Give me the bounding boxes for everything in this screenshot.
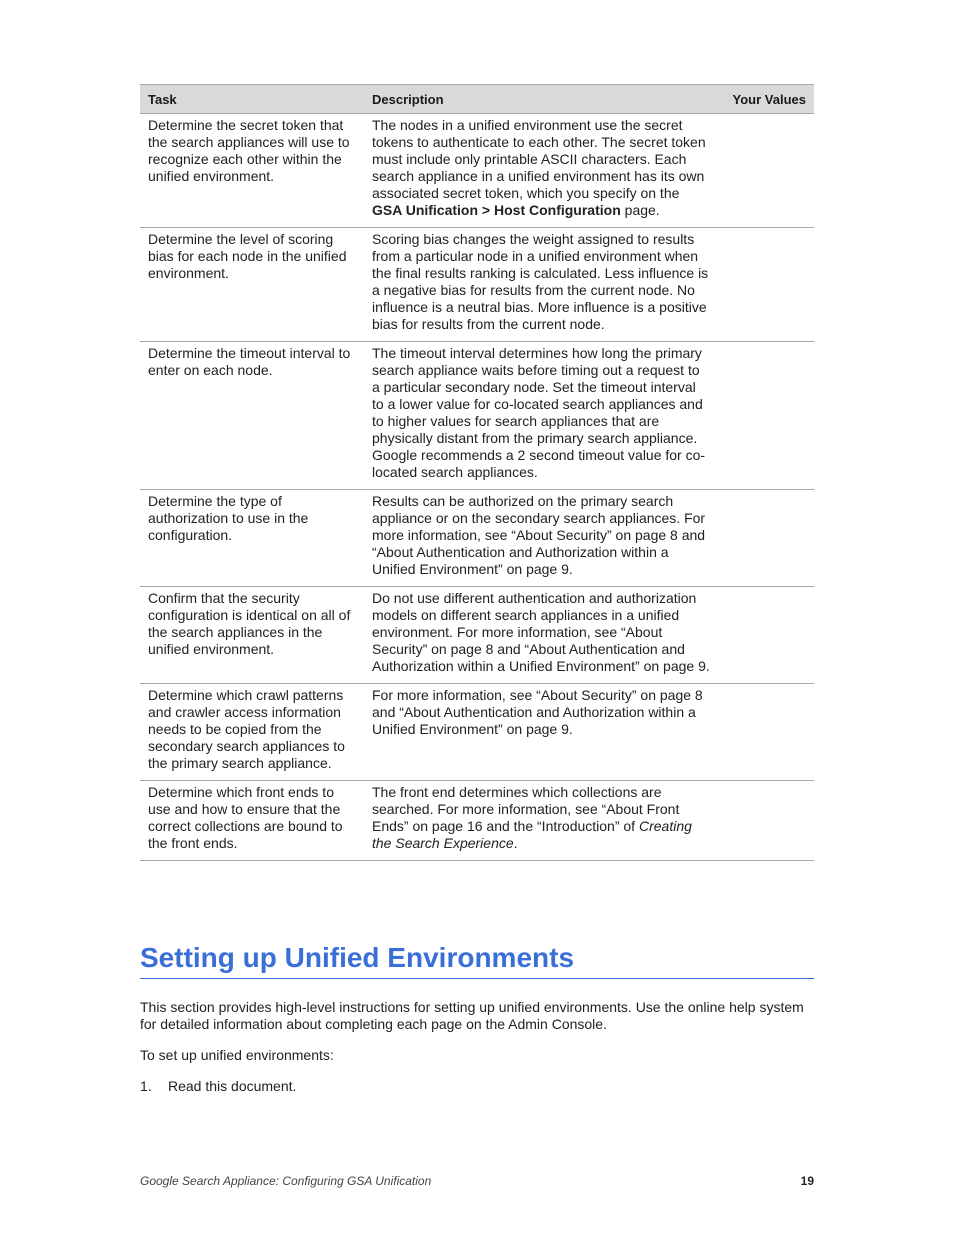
description-text-end: page. [620, 202, 660, 218]
footer-document-title: Google Search Appliance: Configuring GSA Unification [140, 1174, 432, 1188]
table-row [140, 114, 814, 228]
task-cell: Confirm that the security configuration is identical on all of the search appliances in the unified environment. [140, 587, 364, 684]
step-item [140, 1078, 296, 1095]
your-values-cell [718, 684, 814, 781]
description-text: The front end determines which collections are searched. For more information, see “About Front Ends” on page 16 and the “Introduction” of [372, 784, 680, 834]
ui-path-reference: GSA Unification > Host Configuration [372, 202, 621, 218]
step-text: Read this document. [168, 1078, 297, 1094]
your-values-cell [718, 228, 814, 342]
task-cell: Determine the type of authorization to use in the configuration. [140, 490, 364, 587]
your-values-cell [718, 587, 814, 684]
page-number: 19 [800, 1174, 814, 1188]
header-your-values: Your Values [718, 85, 814, 114]
section-heading: Setting up Unified Environments [140, 942, 814, 979]
task-cell: Determine which crawl patterns and crawler access information needs to be copied from the secondary search appliances to the primary search appliance. [140, 684, 364, 781]
your-values-cell [718, 114, 814, 228]
steps-lead: To set up unified environments: [140, 1047, 334, 1063]
table-row [140, 490, 814, 587]
task-cell: Determine which front ends to use and how to ensure that the correct collections are bound to the front ends. [140, 781, 364, 861]
description-cell: Do not use different authentication and authorization models on different search appliances in a unified environment. For more information, see “About Security” on page 8 and “About Authentication and Authorization within a Unified Environment” on page 9. [364, 587, 718, 684]
description-cell: For more information, see “About Security” on page 8 and “About Authentication and Authorization within a Unified Environment” on page 9. [364, 684, 718, 781]
table-row [140, 228, 814, 342]
description-text: The nodes in a unified environment use the secret tokens to authenticate to each other. The secret token must include only printable ASCII characters. Each search appliance in a unified environment has its own associated secret token, which you specify on the [372, 117, 706, 201]
your-values-cell [718, 490, 814, 587]
task-cell: Determine the level of scoring bias for each node in the unified environment. [140, 228, 364, 342]
table-row [140, 342, 814, 490]
header-description: Description [364, 85, 718, 114]
your-values-cell [718, 781, 814, 861]
description-cell: Scoring bias changes the weight assigned to results from a particular node in a unified environment when the final results ranking is calculated. Less influence is a negative bias for results from the current node. No influence is a neutral bias. More influence is a positive bias for results from the current node. [364, 228, 718, 342]
table-header-row [140, 85, 814, 114]
section-intro: This section provides high-level instructions for setting up unified environments. Use the online help system for detailed information about completing each page on the Admin Console. [140, 999, 804, 1032]
description-cell: Results can be authorized on the primary search appliance or on the secondary search appliances. For more information, see “About Security” on page 8 and “About Authentication and Authorization within a Unified Environment” on page 9. [364, 490, 718, 587]
description-cell [364, 781, 718, 861]
document-title-reference: Creating the Search Experience [372, 818, 692, 851]
task-table [140, 84, 814, 861]
task-cell: Determine the timeout interval to enter on each node. [140, 342, 364, 490]
table-row [140, 781, 814, 861]
page-footer [140, 1174, 814, 1188]
task-table-container [140, 84, 814, 861]
description-cell [364, 114, 718, 228]
task-cell: Determine the secret token that the search appliances will use to recognize each other within the unified environment. [140, 114, 364, 228]
your-values-cell [718, 342, 814, 490]
description-cell: The timeout interval determines how long the primary search appliance waits before timing out a request to a particular secondary node. Set the timeout interval to a lower value for co-located search appliances and to higher values for search appliances that are physically distant from the primary search appliance. Google recommends a 2 second timeout value for co-located search appliances. [364, 342, 718, 490]
table-row [140, 587, 814, 684]
step-number: 1. [140, 1078, 152, 1094]
header-task: Task [140, 85, 364, 114]
table-row [140, 684, 814, 781]
description-text-end: . [513, 835, 518, 851]
